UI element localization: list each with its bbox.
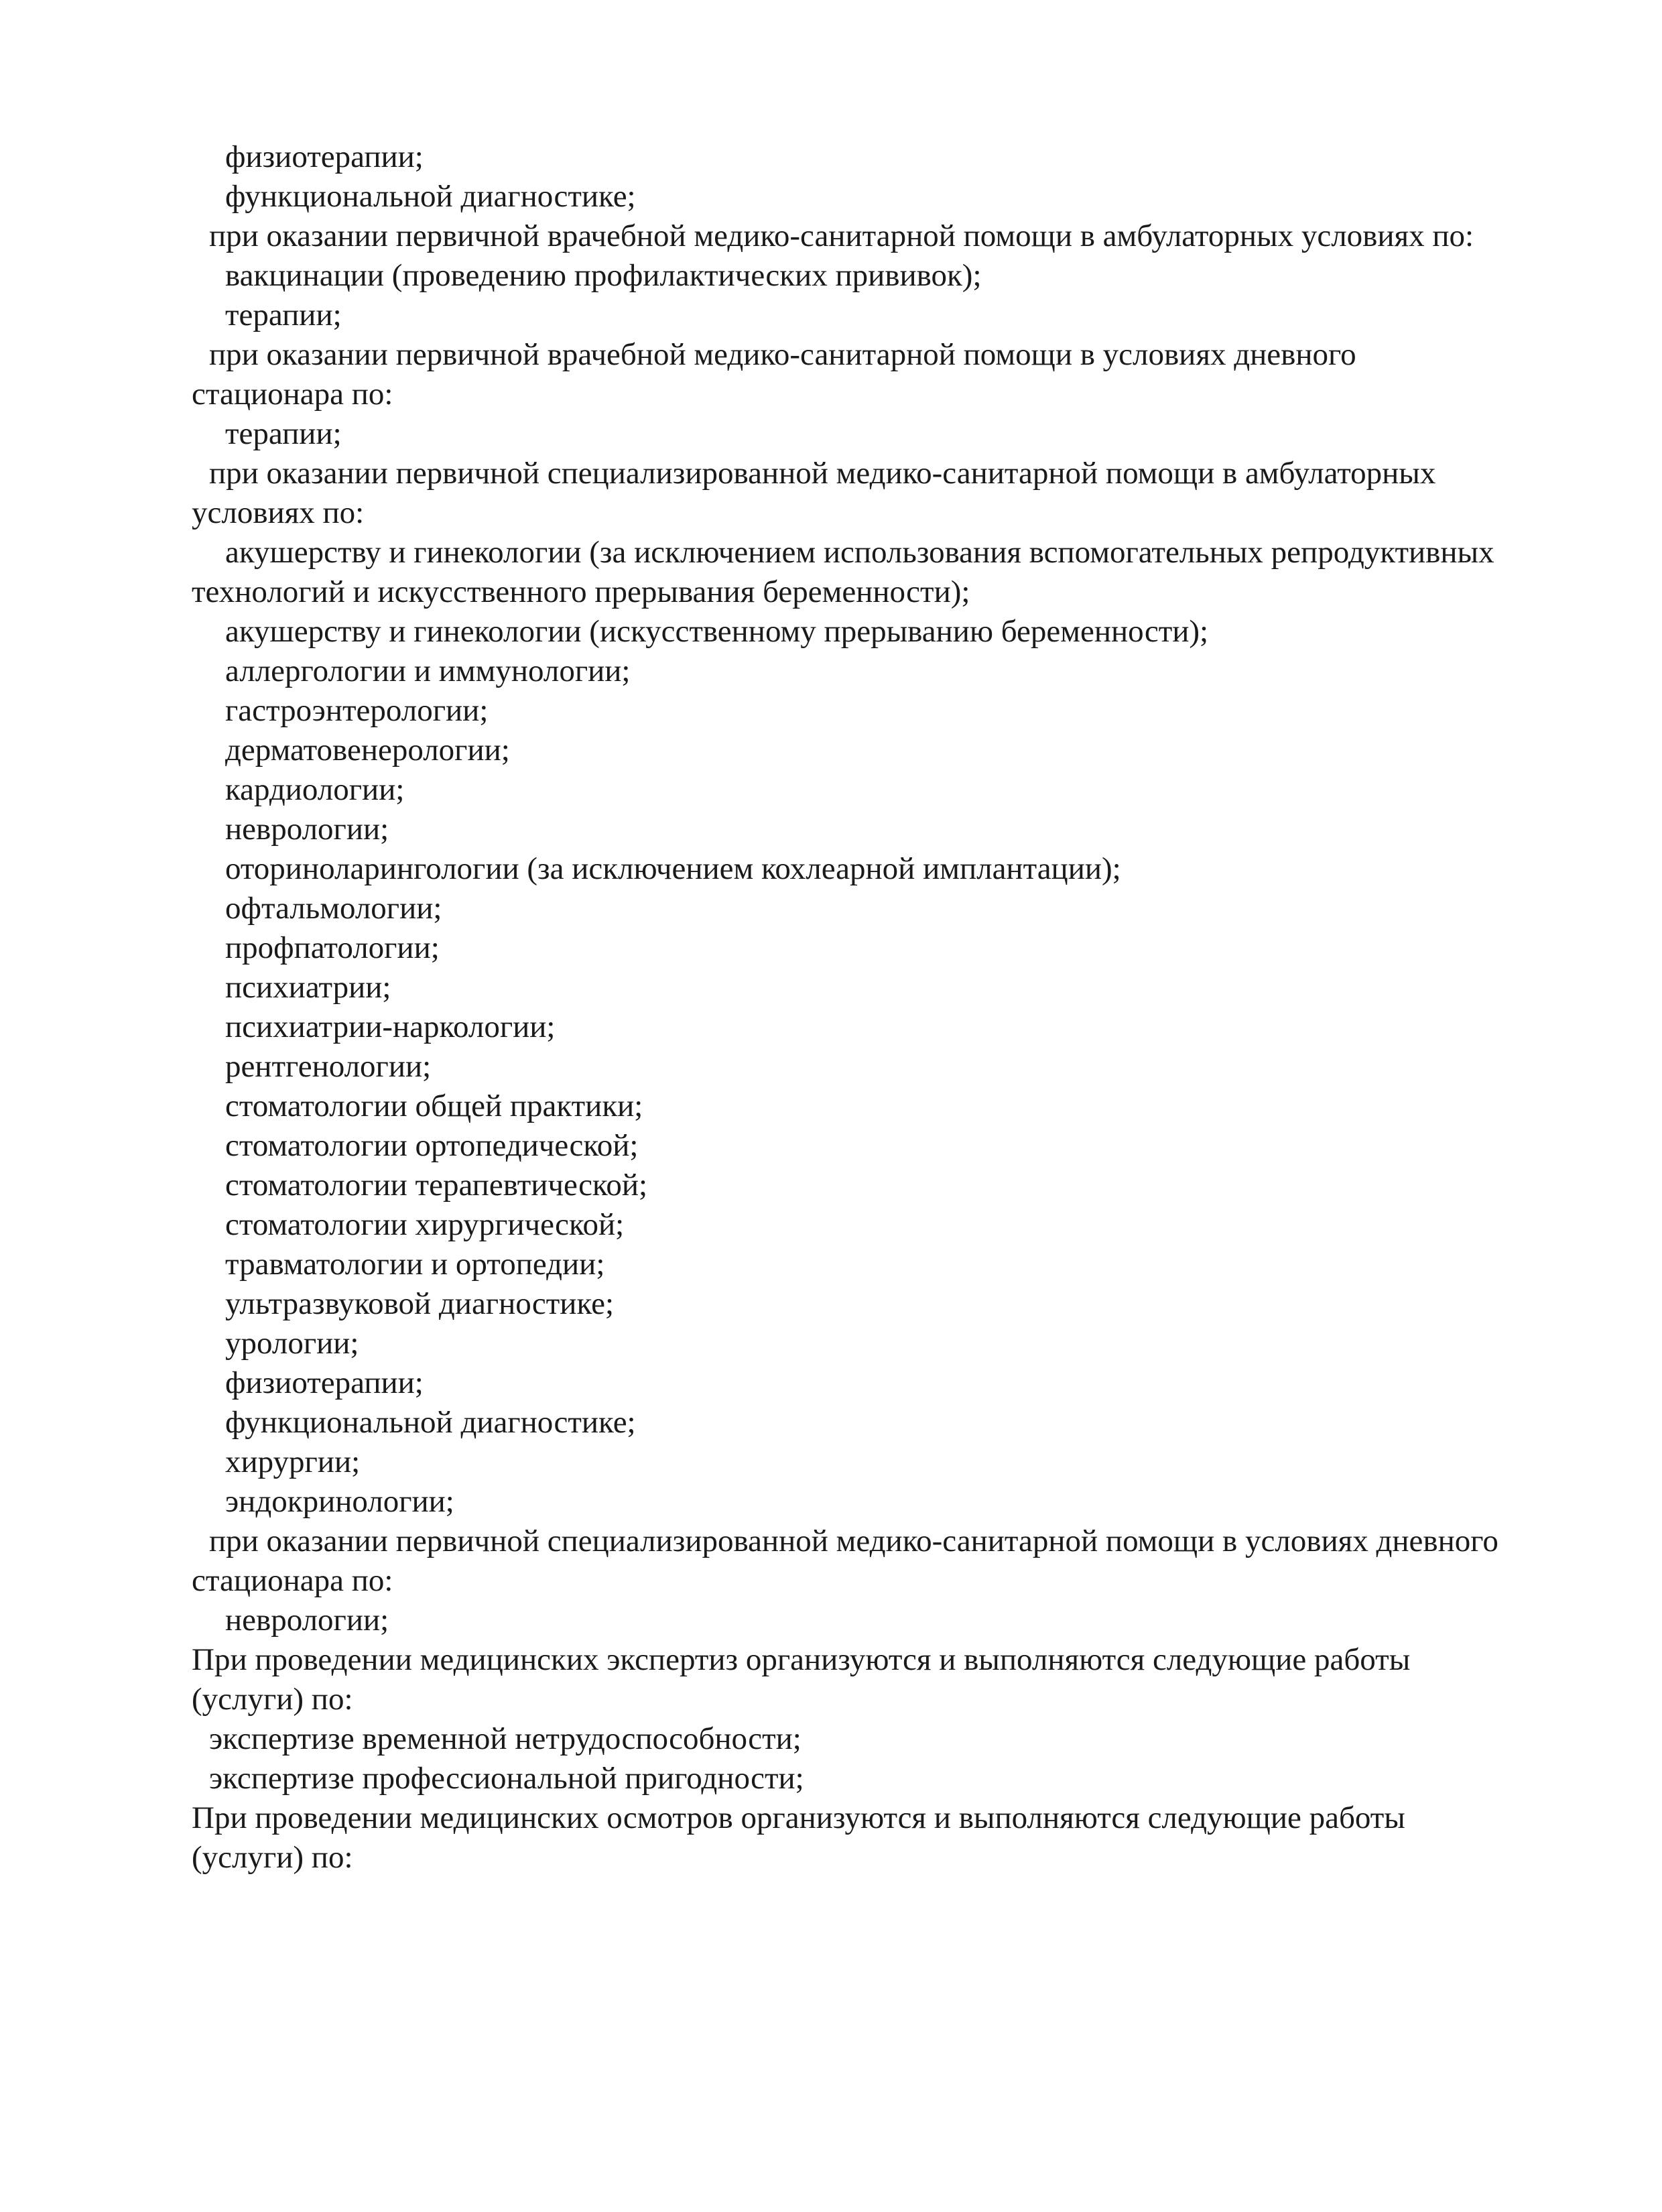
document-line: терапии; [225,416,342,451]
document-line: стоматологии общей практики; [225,1089,643,1123]
document-line: технологий и искусственного прерывания беременности); [192,574,970,609]
document-line: гастроэнтерологии; [225,693,489,728]
document-line: При проведении медицинских экспертиз организуются и выполняются следующие работы [192,1642,1411,1677]
document-line: дерматовенерологии; [225,733,510,767]
document-line: стоматологии ортопедической; [225,1128,639,1163]
document-line: аллергологии и иммунологии; [225,654,631,688]
document-line: рентгенологии; [225,1049,432,1084]
document-line: оториноларингологии (за исключением кохлеарной имплантации); [225,851,1121,886]
document-line: физиотерапии; [225,139,424,174]
document-line: (услуги) по: [192,1840,353,1875]
document-line: акушерству и гинекологии (искусственному прерыванию беременности); [225,614,1209,649]
document-line: кардиологии; [225,772,405,807]
document-line: психиатрии; [225,970,391,1005]
document-line: при оказании первичной специализированной медико-санитарной помощи в условиях дневного [209,1524,1498,1558]
document-line: психиатрии-наркологии; [225,1009,556,1044]
document-line: вакцинации (проведению профилактических прививок); [225,258,982,293]
document-line: неврологии; [225,1603,389,1638]
document-line: (услуги) по: [192,1682,353,1717]
document-line: хирургии; [225,1445,361,1479]
document-line: неврологии; [225,812,389,847]
document-line: стоматологии терапевтической; [225,1168,648,1203]
document-line: функциональной диагностике; [225,1405,636,1440]
document-line: при оказании первичной врачебной медико-санитарной помощи в амбулаторных условиях по: [209,219,1474,253]
document-body [192,137,1552,1878]
document-line: экспертизе временной нетрудоспособности; [209,1721,802,1756]
document-line: при оказании первичной специализированной медико-санитарной помощи в амбулаторных [209,456,1436,491]
document-line: травматологии и ортопедии; [225,1247,605,1282]
document-line: функциональной диагностике; [225,179,636,214]
document-line: терапии; [225,298,342,332]
document-line: эндокринологии; [225,1484,454,1519]
document-line: стационара по: [192,1563,393,1598]
document-line: стационара по: [192,377,393,412]
document-line: офтальмологии; [225,891,442,926]
document-line: условиях по: [192,495,365,530]
document-line: физиотерапии; [225,1365,424,1400]
document-line: акушерству и гинекологии (за исключением использования вспомогательных репродуктивных [225,535,1494,570]
document-line: стоматологии хирургической; [225,1207,625,1242]
document-line: урологии; [225,1326,359,1361]
document-line: экспертизе профессиональной пригодности; [209,1761,804,1796]
document-line: ультразвуковой диагностике; [225,1286,615,1321]
document-line: при оказании первичной врачебной медико-санитарной помощи в условиях дневного [209,337,1356,372]
document-line: профпатологии; [225,930,440,965]
document-line: При проведении медицинских осмотров организуются и выполняются следующие работы [192,1800,1405,1835]
